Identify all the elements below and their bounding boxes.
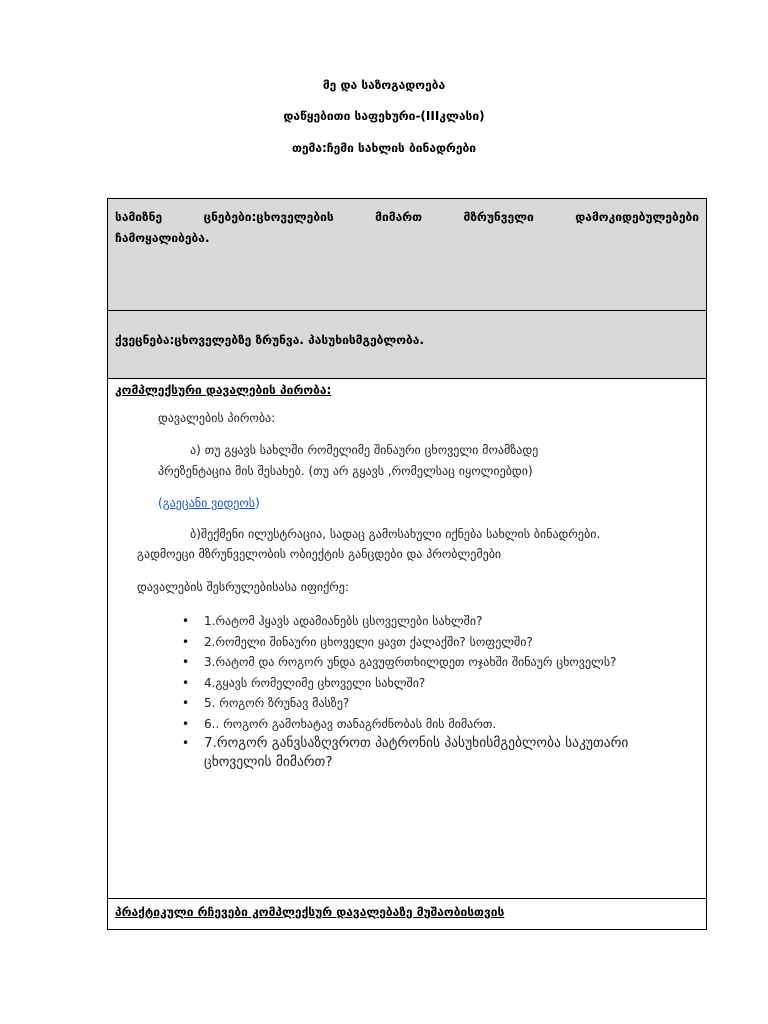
bullet-icon: • <box>182 614 190 628</box>
list-item <box>182 673 628 694</box>
list-item <box>182 734 629 772</box>
complex-task-row <box>108 379 706 899</box>
list-item <box>182 652 628 673</box>
video-link-close: ) <box>255 496 260 510</box>
bullet-icon: • <box>182 716 190 731</box>
question-text: 4.გყავს რომელიმე ცხოველი სახლში? <box>204 675 426 690</box>
bullet-icon: • <box>182 736 190 750</box>
question-text: 1.რატომ ჰყავს ადამიანებს ცსოველები სახლში? <box>204 614 483 628</box>
key-concepts-text: ქვეცნება:ცხოველებზე ზრუნვა. პასუხისმგებლობა. <box>115 333 425 347</box>
bullet-icon: • <box>182 634 190 649</box>
bullet-icon: • <box>182 655 190 669</box>
task-a-line2: პრეზენტაცია მის შესახებ. (თუ არ გყავს ,რომელსაც იყოლიებდი) <box>158 464 533 478</box>
subject-title: მე და საზოგადოება <box>322 78 446 92</box>
task-condition-label: დავალების პირობა: <box>158 411 276 425</box>
list-item <box>182 693 628 714</box>
list-item <box>182 611 628 632</box>
target-concepts-line2: ჩამოყალიბება. <box>115 231 210 245</box>
bullet-icon: • <box>182 675 190 690</box>
target-concepts-row <box>108 199 706 311</box>
question-list <box>182 611 629 772</box>
topic-title: თემა:ჩემი სახლის ბინადრები <box>291 141 477 155</box>
bullet-icon: • <box>182 696 190 710</box>
question-text: 6.. როგორ გამოხატავ თანაგრძნობას მის მიმართ. <box>204 716 497 731</box>
question-text: 7.როგორ განვსაზღვროთ პატრონის პასუხისმგებლობა საკუთარი <box>204 735 629 751</box>
grade-level: დაწყებითი საფეხური-(IIIკლასი) <box>283 109 485 123</box>
task-b-line2: გადმოეცი მზრუნველობის ობიექტის განცდები და პრობლემები <box>137 547 502 561</box>
question-text: 3.რატომ და როგორ უნდა გავუფრთხილდეთ ოჯახში შინაურ ცხოველს? <box>204 655 617 669</box>
key-concepts-row <box>108 311 706 379</box>
lesson-table <box>107 198 707 930</box>
task-b-line1: ბ)შექმენი ილუსტრაცია, სადაც გამოსახული იქნება სახლის ბინადრები. <box>190 527 601 541</box>
question-text-continued: ცხოველის მიმართ? <box>204 754 333 770</box>
task-a-line1: ა) თუ გყავს სახლში რომელიმე შინაური ცხოველი მოამზადე <box>190 443 539 457</box>
list-item <box>182 632 628 653</box>
list-item <box>182 714 628 735</box>
think-prompt: დავალების შესრულებისასა იფიქრე: <box>137 580 349 594</box>
target-concepts-line1: სამიზნე ცნებები:ცხოველების მიმართ მზრუნველი დამოკიდებულებები <box>115 210 699 224</box>
video-link-text[interactable]: გაეცანი ვიდეოს <box>162 496 256 510</box>
practical-tips-text: პრაქტიკული რჩევები კომპლექსურ დავალებაზე მუშაობისთვის <box>115 905 505 919</box>
complex-task-title: კომპლექსური დავალების პირობა: <box>115 383 332 397</box>
question-text: 5. როგორ ზრუნავ მასზე? <box>204 696 350 710</box>
question-text: 2.რომელი შინაური ცხოველი ყავთ ქალაქში? სოფელში? <box>204 634 533 649</box>
video-link[interactable] <box>158 496 260 510</box>
video-link-open: ( <box>158 496 163 510</box>
practical-tips-row <box>108 899 706 929</box>
